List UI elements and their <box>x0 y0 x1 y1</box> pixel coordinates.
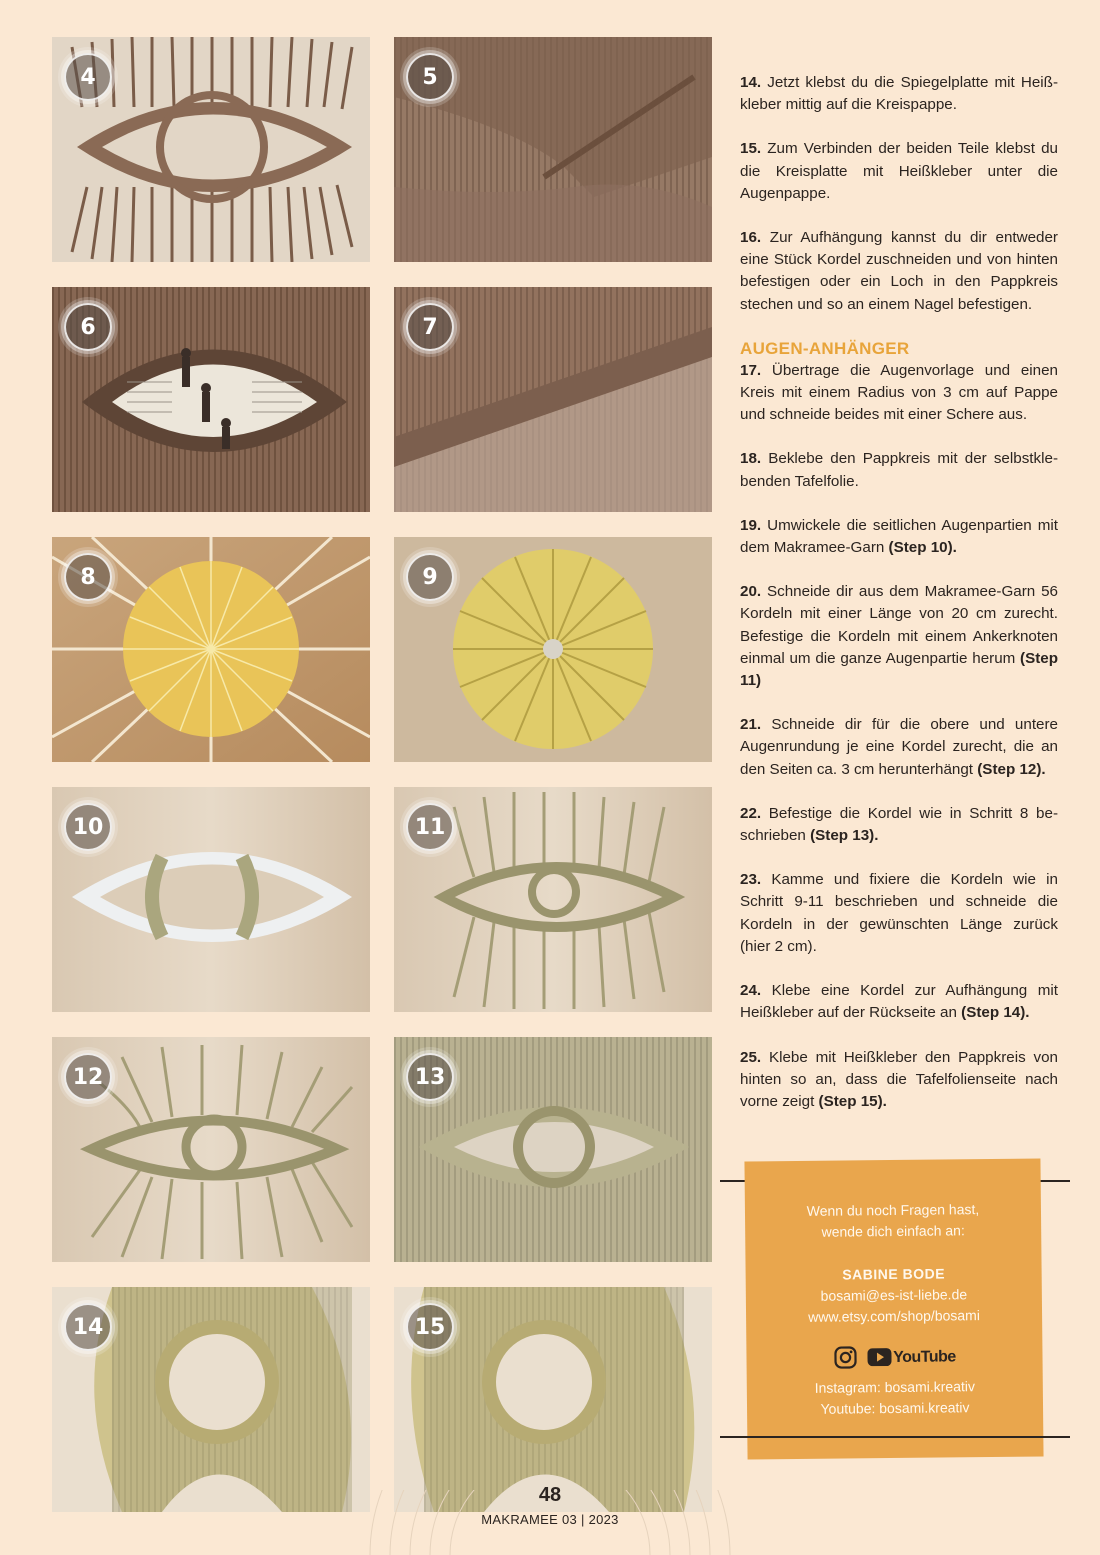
step-number-badge: 10 <box>64 803 112 851</box>
step-25: 25. Klebe mit Heißkleber den Pappkreis von hinten so an, dass die Tafelfolienseite nach vorne zeigt (Step 15). <box>740 1048 1058 1110</box>
step-number-badge: 6 <box>64 303 112 351</box>
step-19: 19. Umwickele die seitlichen Augenpartien mit dem Makramee-Garn (Step 10). <box>740 516 1058 557</box>
step-photo-14 <box>52 1287 370 1512</box>
step-photo-12 <box>52 1037 370 1262</box>
step-photo-13 <box>394 1037 712 1262</box>
contact-name: SABINE BODE <box>842 1265 946 1283</box>
contact-box <box>744 1158 1043 1459</box>
step-number-badge: 12 <box>64 1053 112 1101</box>
instagram-icon[interactable] <box>833 1345 857 1369</box>
step-18: 18. Beklebe den Pappkreis mit der selbstklebenden Tafelfolie. <box>740 450 1058 490</box>
step-20: 20. Schneide dir aus dem Makramee-Garn 56 Kordeln mit einer Länge von 20 cm zurecht. Befestige die Kordeln mit einem Ankerknoten einmal um die ganze Augenpartie herum (Step 11) <box>740 583 1058 690</box>
step-24: 24. Klebe eine Kordel zur Aufhängung mit Heißkleber auf der Rückseite an (Step 14). <box>740 982 1058 1022</box>
step-photo-6 <box>52 287 370 512</box>
instructions-column <box>740 72 1058 1135</box>
step-14: 14. Jetzt klebst du die Spiegelplatte mit Heißkleber mittig auf die Kreispappe. <box>740 74 1058 114</box>
page-number: 48 <box>538 1484 562 1506</box>
step-number-badge: 14 <box>64 1303 112 1351</box>
step-17: 17. Übertrage die Augenvorlage und einen Kreis mit einem Radius von 3 cm auf Pappe und schneide beides mit einer Schere aus. <box>740 361 1058 424</box>
step-photo-4 <box>52 37 370 262</box>
step-23: 23. Kamme und fixiere die Kordeln wie in Schritt 9-11 beschrieben und schneide die Kordeln in der gewünschten Länge zurück (hier 2 cm). <box>740 871 1058 955</box>
contact-intro-line-2: wende dich einfach an: <box>821 1222 965 1240</box>
section-title: AUGEN-ANHÄNGER <box>740 338 910 358</box>
contact-intro-line-1: Wenn du noch Fragen hast, <box>806 1201 980 1219</box>
contact-email[interactable]: bosami@es-ist-liebe.de <box>820 1286 968 1304</box>
step-number-badge: 8 <box>64 553 112 601</box>
step-photo-9 <box>394 537 712 762</box>
step-number-badge: 11 <box>406 803 454 851</box>
youtube-wordmark: YouTube <box>893 1347 956 1366</box>
step-photo-8 <box>52 537 370 762</box>
contact-youtube-handle: Youtube: bosami.kreativ <box>820 1399 970 1417</box>
step-number-badge: 5 <box>406 53 454 101</box>
step-number-badge: 15 <box>406 1303 454 1351</box>
step-16: 16. Zur Aufhängung kannst du dir entweder eine Stück Kordel zuschneiden und von hinten befestigen oder ein Loch in den Pappkreis stechen und so an einem Nagel befestigen. <box>740 229 1058 313</box>
step-22: 22. Befestige die Kordel wie in Schritt 8 beschrieben (Step 13). <box>740 804 1058 845</box>
contact-bottom-line <box>720 1436 1070 1438</box>
contact-website[interactable]: www.etsy.com/shop/bosami <box>808 1307 980 1325</box>
step-number-badge: 9 <box>406 553 454 601</box>
magazine-issue: MAKRAMEE 03 | 2023 <box>481 1512 619 1527</box>
step-photo-7 <box>394 287 712 512</box>
step-photo-5 <box>394 37 712 262</box>
youtube-logo[interactable] <box>867 1346 956 1368</box>
step-number-badge: 4 <box>64 53 112 101</box>
step-number-badge: 7 <box>406 303 454 351</box>
social-icons <box>746 1343 1042 1370</box>
step-number-badge: 13 <box>406 1053 454 1101</box>
contact-instagram-handle: Instagram: bosami.kreativ <box>814 1378 976 1396</box>
step-15: 15. Zum Verbinden der beiden Teile klebst du die Kreisplatte mit Heißkleber unter die Augenpappe. <box>740 140 1058 202</box>
step-21: 21. Schneide dir für die obere und untere Augenrundung je eine Kordel zurecht, die an den Seiten ca. 3 cm herunterhängt (Step 12). <box>740 716 1058 778</box>
step-photo-15 <box>394 1287 712 1512</box>
step-photo-11 <box>394 787 712 1012</box>
step-photo-10 <box>52 787 370 1012</box>
youtube-icon <box>867 1348 891 1366</box>
